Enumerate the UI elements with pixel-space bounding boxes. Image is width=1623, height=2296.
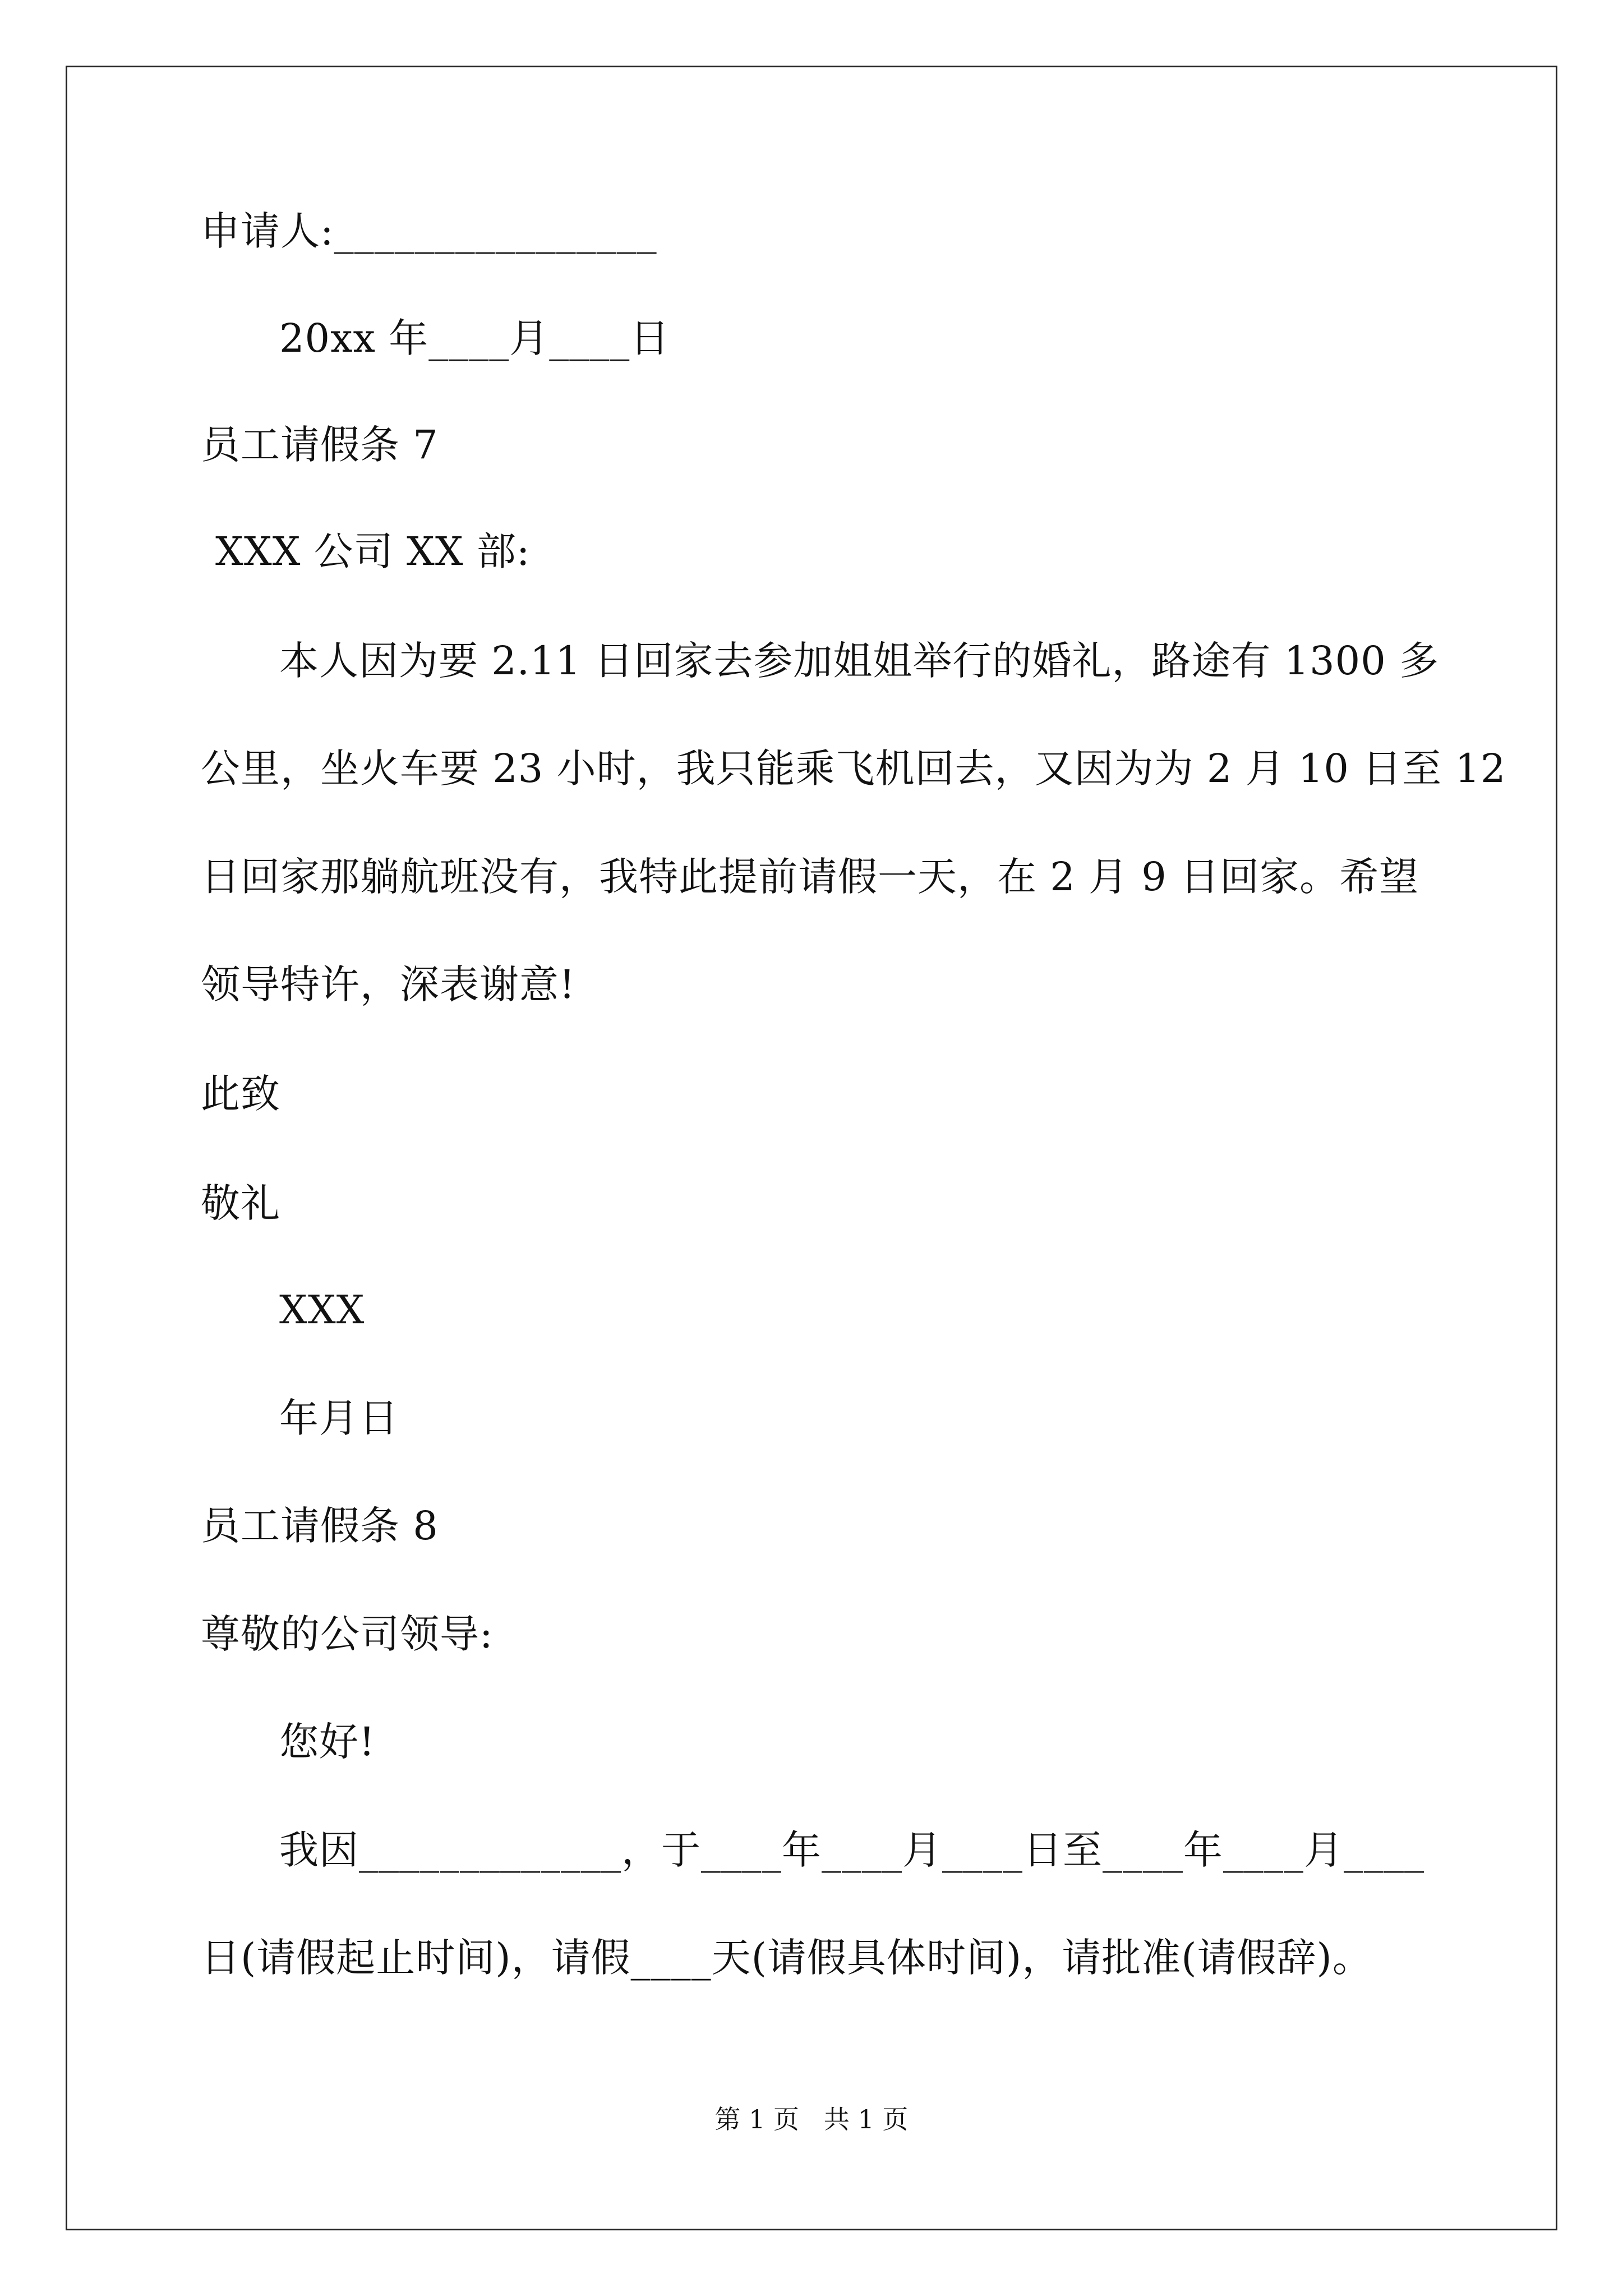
closing-cizhi: 此致 bbox=[201, 1071, 280, 1117]
signature-date: 年月日 bbox=[279, 1395, 399, 1441]
salutation-line: 尊敬的公司领导: bbox=[201, 1611, 494, 1657]
section-title-8: 员工请假条 8 bbox=[201, 1503, 439, 1549]
page-footer: 第 1 页 共 1 页 bbox=[714, 2104, 909, 2134]
page-border bbox=[66, 66, 1557, 2230]
section-title-7: 员工请假条 7 bbox=[201, 422, 439, 468]
date-line: 20xx 年____月____日 bbox=[279, 315, 670, 361]
signature-name: XXX bbox=[279, 1287, 365, 1333]
greeting-line: 您好! bbox=[279, 1719, 376, 1765]
leave-request-line-1: 我因_____________，于____年____月____日至____年____月____ bbox=[279, 1827, 1424, 1873]
body-paragraph-line-3: 日回家那躺航班没有，我特此提前请假一天，在 2 月 9 日回家。希望 bbox=[201, 854, 1419, 900]
body-paragraph-line-1: 本人因为要 2.11 日回家去参加姐姐举行的婚礼，路途有 1300 多 bbox=[279, 638, 1440, 684]
closing-jingli: 敬礼 bbox=[201, 1180, 280, 1226]
body-paragraph-line-2: 公里，坐火车要 23 小时，我只能乘飞机回去，又因为为 2 月 10 日至 12 bbox=[201, 746, 1506, 792]
recipient-line: XXX 公司 XX 部: bbox=[215, 528, 531, 574]
applicant-line: 申请人:________________ bbox=[201, 208, 657, 254]
body-paragraph-line-4: 领导特许，深表谢意! bbox=[201, 961, 576, 1007]
leave-request-line-2: 日(请假起止时间)，请假____天(请假具体时间)，请批准(请假辞)。 bbox=[201, 1935, 1372, 1981]
